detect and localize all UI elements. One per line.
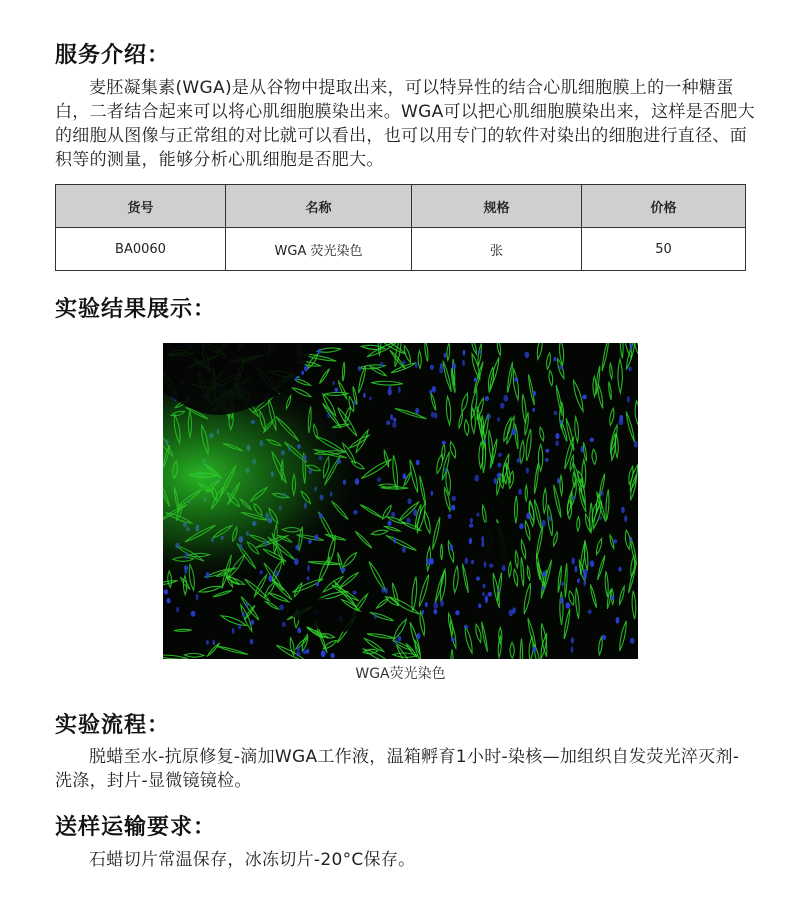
table-row xyxy=(56,228,746,271)
product-table xyxy=(55,184,746,271)
header-item-number: 货号 xyxy=(56,185,226,228)
fluorescence-image xyxy=(163,343,638,659)
cell-name: WGA 荧光染色 xyxy=(226,228,412,271)
results-title: 实验结果展示： xyxy=(55,297,217,322)
process-title: 实验流程： xyxy=(55,713,171,738)
shipping-title: 送样运输要求： xyxy=(55,815,217,840)
header-name: 名称 xyxy=(226,185,412,228)
image-caption: WGA荧光染色 xyxy=(355,666,446,682)
shipping-text: 石蜡切片常温保存，冰冻切片-20°C保存。 xyxy=(89,850,416,870)
cell-item-number: BA0060 xyxy=(56,228,226,271)
process-text: 脱蜡至水-抗原修复-滴加WGA工作液，温箱孵育1小时-染核—加组织自发荧光淬灭剂-洗涤，封片-显微镜镜检。 xyxy=(55,747,740,791)
service-description: 麦胚凝集素(WGA)是从谷物中提取出来，可以特异性的结合心肌细胞膜上的一种糖蛋白，二者结合起来可以将心肌细胞膜染出来。WGA可以把心肌细胞膜染出来，这样是否肥大的细胞从图像与正常组的对比就可以看出，也可以用专门的软件对染出的细胞进行直径、面积等的测量，能够分析心肌细胞是否肥大。 xyxy=(55,78,755,170)
service-title: 服务介绍： xyxy=(55,43,171,68)
cell-price: 50 xyxy=(582,228,746,271)
header-spec: 规格 xyxy=(412,185,582,228)
table-header-row xyxy=(56,185,746,228)
fluorescence-micrograph xyxy=(163,343,638,659)
cell-spec: 张 xyxy=(412,228,582,271)
header-price: 价格 xyxy=(582,185,746,228)
